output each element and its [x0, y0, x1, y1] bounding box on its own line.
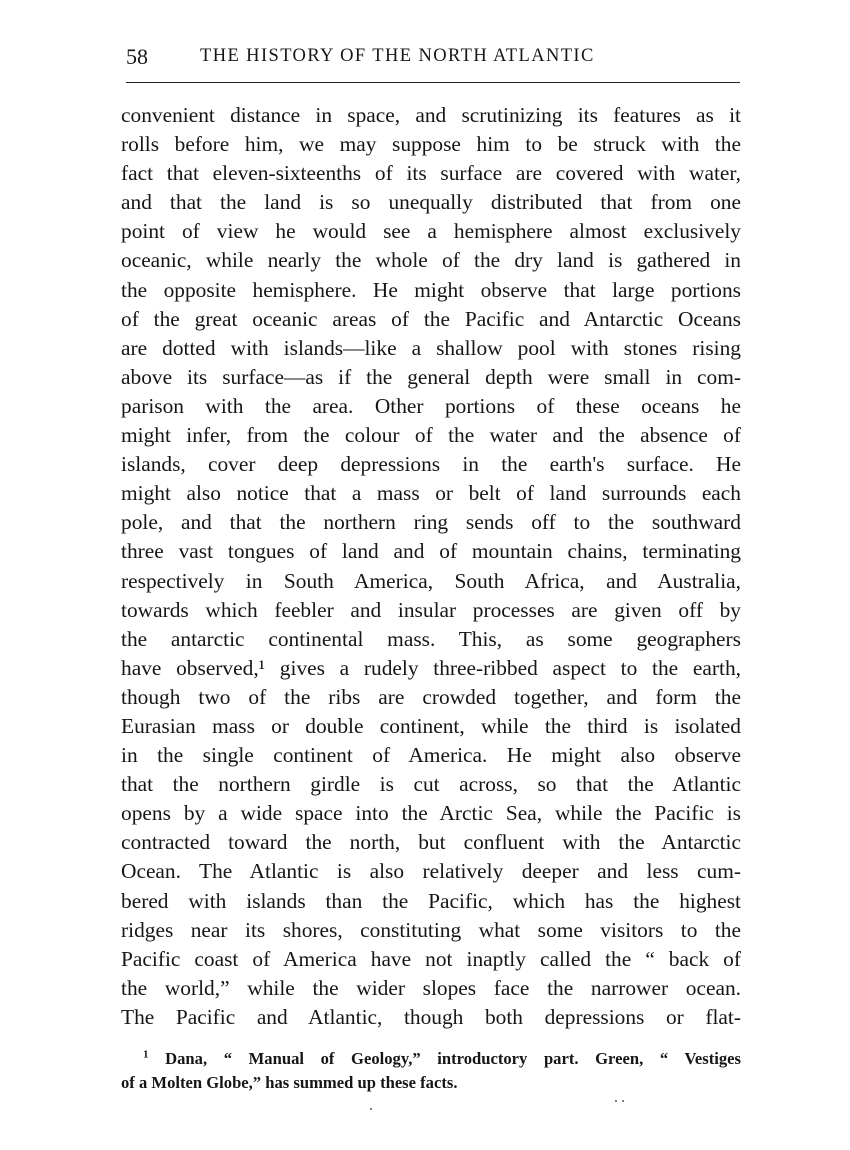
text-line: Pacific coast of America have not inaptly called the “ back of: [121, 946, 741, 971]
footnote-text: Dana, “ Manual of Geology,” introductory part. Green, “ Vestiges: [165, 1049, 742, 1068]
text-line: might infer, from the colour of the water and the absence of: [121, 423, 741, 448]
print-speck: [370, 1108, 372, 1110]
text-line: the opposite hemisphere. He might observe that large portions: [121, 277, 741, 302]
text-line: islands, cover deep depressions in the earth's surface. He: [121, 452, 741, 477]
footnote-line: [121, 1047, 741, 1071]
text-line: pole, and that the northern ring sends off to the southward: [121, 510, 741, 535]
text-line: fact that eleven-sixteenths of its surface are covered with water,: [121, 161, 741, 186]
text-line: ridges near its shores, constituting what some visitors to the: [121, 917, 741, 942]
text-line: are dotted with islands—like a shallow pool with stones rising: [121, 335, 741, 360]
text-line: The Pacific and Atlantic, though both depressions or flat-: [121, 1004, 741, 1029]
text-line: oceanic, while nearly the whole of the dry land is gathered in: [121, 248, 741, 273]
body-text: [121, 101, 741, 1032]
footnotes: [121, 1047, 741, 1095]
print-speck: [622, 1100, 624, 1102]
text-line: point of view he would see a hemisphere almost exclusively: [121, 219, 741, 244]
text-line: bered with islands than the Pacific, which has the highest: [121, 888, 741, 913]
text-line: convenient distance in space, and scrutinizing its features as it: [121, 103, 741, 127]
text-line: towards which feebler and insular processes are given off by: [121, 597, 741, 622]
header-rule: [126, 82, 740, 83]
text-line: and that the land is so unequally distributed that from one: [121, 190, 741, 215]
text-line: might also notice that a mass or belt of land surrounds each: [121, 481, 741, 506]
text-line: that the northern girdle is cut across, so that the Atlantic: [121, 772, 741, 797]
footnote-marker: 1: [143, 1048, 149, 1061]
footnote-line: of a Molten Globe,” has summed up these facts.: [121, 1073, 458, 1092]
text-line: parison with the area. Other portions of these oceans he: [121, 393, 741, 418]
text-line: respectively in South America, South Africa, and Australia,: [121, 568, 741, 593]
text-line: Eurasian mass or double continent, while the third is isolated: [121, 713, 741, 738]
text-line: three vast tongues of land and of mountain chains, terminating: [121, 539, 741, 564]
text-line: Ocean. The Atlantic is also relatively deeper and less cum-: [121, 859, 741, 884]
running-header: [126, 44, 742, 74]
text-line: though two of the ribs are crowded together, and form the: [121, 684, 741, 709]
running-title: THE HISTORY OF THE NORTH ATLANTIC: [200, 46, 595, 66]
text-line: of the great oceanic areas of the Pacific and Antarctic Oceans: [121, 306, 741, 331]
text-line: rolls before him, we may suppose him to be struck with the: [121, 132, 741, 157]
text-line: in the single continent of America. He might also observe: [121, 743, 741, 768]
print-speck: [615, 1100, 617, 1102]
text-line: have observed,¹ gives a rudely three-ribbed aspect to the earth,: [121, 655, 741, 680]
text-line: above its surface—as if the general depth were small in com-: [121, 364, 741, 389]
page-number: 58: [126, 44, 148, 69]
text-line: opens by a wide space into the Arctic Sea, while the Pacific is: [121, 801, 741, 826]
text-line: the antarctic continental mass. This, as some geographers: [121, 626, 741, 651]
text-line: the world,” while the wider slopes face the narrower ocean.: [121, 975, 741, 1000]
text-line: contracted toward the north, but confluent with the Antarctic: [121, 830, 741, 855]
